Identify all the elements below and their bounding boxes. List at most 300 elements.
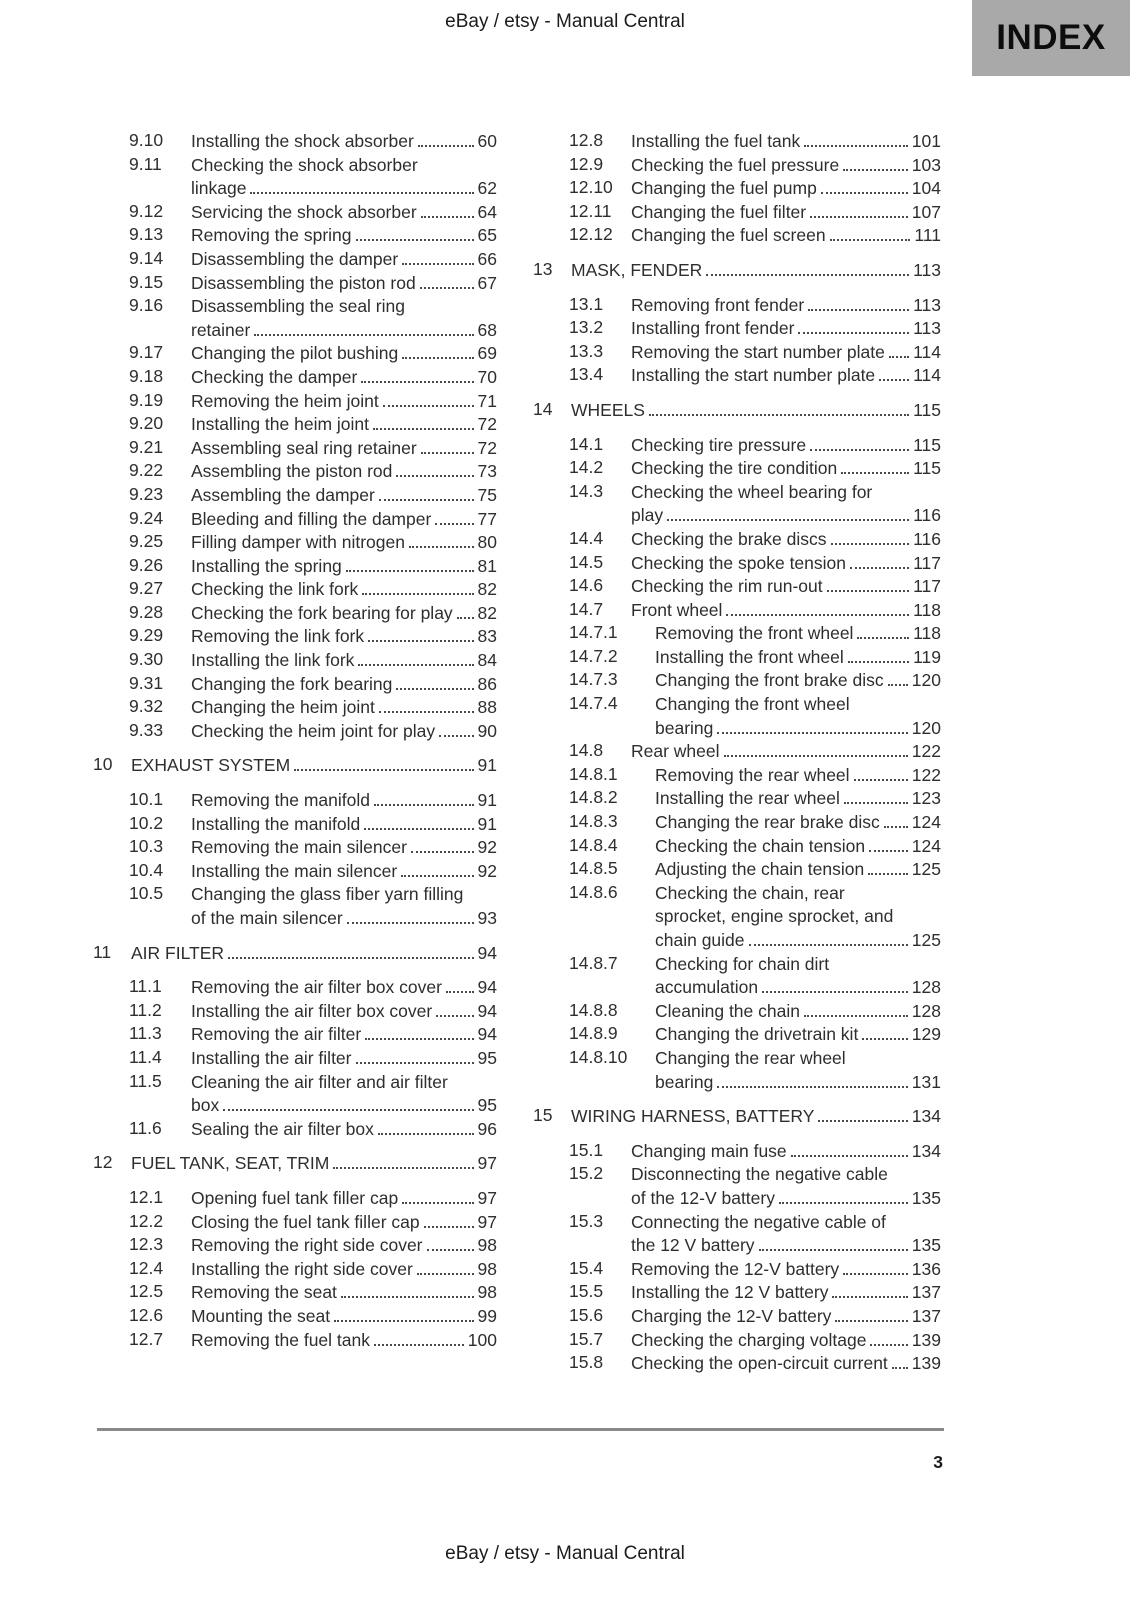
toc-entry-page: 94 xyxy=(477,1000,497,1021)
toc-entry-number: 11.2 xyxy=(129,999,162,1020)
toc-entry[interactable] xyxy=(93,1118,497,1142)
toc-entry-title: Checking the fuel pressure xyxy=(631,154,840,175)
toc-entry[interactable] xyxy=(533,130,941,154)
toc-entry-page: 119 xyxy=(913,646,941,667)
dot-leader xyxy=(717,732,907,734)
toc-entry[interactable] xyxy=(93,484,497,508)
toc-entry-title: Changing the drivetrain kit xyxy=(655,1024,859,1045)
toc-entry-title: Disassembling the seal ring xyxy=(191,296,405,317)
toc-entry-title: Installing front fender xyxy=(631,318,795,339)
toc-entry-title: Removing the rear wheel xyxy=(655,764,850,785)
dot-leader xyxy=(857,637,909,639)
toc-entry-title: Installing the start number plate xyxy=(631,365,876,386)
toc-section[interactable] xyxy=(533,399,941,423)
toc-entry[interactable] xyxy=(93,437,497,461)
dot-leader xyxy=(346,570,474,572)
toc-entry[interactable] xyxy=(93,390,497,414)
toc-entry-page: 135 xyxy=(911,1187,941,1208)
footer-divider xyxy=(97,1428,944,1431)
toc-entry-number: 11.5 xyxy=(129,1070,162,1091)
toc-entry[interactable] xyxy=(93,413,497,437)
toc-entry-title: Installing the 12 V battery xyxy=(631,1282,829,1303)
toc-entry-page: 116 xyxy=(913,528,941,549)
dot-leader xyxy=(848,661,909,663)
toc-entry[interactable] xyxy=(533,740,941,764)
toc-entry[interactable] xyxy=(533,811,941,835)
toc-entry[interactable] xyxy=(533,1000,941,1024)
dot-leader xyxy=(446,991,474,993)
toc-entry-page: 120 xyxy=(911,670,941,691)
toc-entry-page: 134 xyxy=(911,1106,941,1127)
toc-entry-number: 11 xyxy=(93,941,112,962)
toc-entry-number: 9.15 xyxy=(129,271,164,292)
toc-entry-number: 14.8.7 xyxy=(569,952,618,973)
toc-entry-number: 9.16 xyxy=(129,295,164,316)
toc-entry-title: Changing the fork bearing xyxy=(191,673,393,694)
toc-entry-number: 9.27 xyxy=(129,578,164,599)
toc-entry-number: 9.14 xyxy=(129,247,164,268)
dot-leader xyxy=(424,1226,474,1228)
toc-entry-page: 122 xyxy=(911,741,941,762)
dot-leader xyxy=(402,1202,473,1204)
toc-entry[interactable] xyxy=(93,460,497,484)
toc-entry-page: 64 xyxy=(477,201,497,222)
toc-entry-title: Filling damper with nitrogen xyxy=(191,532,405,553)
dot-leader xyxy=(831,543,910,545)
toc-entry-title: Assembling the piston rod xyxy=(191,461,393,482)
index-tab[interactable] xyxy=(972,0,1130,76)
toc-section[interactable] xyxy=(93,942,497,966)
dot-leader xyxy=(889,356,909,358)
toc-entry-page: 116 xyxy=(913,505,941,526)
toc-entry[interactable] xyxy=(533,1258,941,1282)
toc-entry-title: bearing xyxy=(655,717,714,738)
toc-entry-title: Installing the air filter box cover xyxy=(191,1000,433,1021)
toc-entry-title: Charging the 12-V battery xyxy=(631,1305,832,1326)
toc-entry-number: 12.11 xyxy=(569,200,612,221)
dot-leader xyxy=(779,1202,908,1204)
dot-leader xyxy=(421,216,474,218)
toc-entry[interactable] xyxy=(533,669,941,693)
toc-entry[interactable] xyxy=(533,882,941,953)
toc-entry-page: 131 xyxy=(911,1071,941,1092)
toc-entry-title: Disassembling the damper xyxy=(191,248,399,269)
toc-entry-title: Removing the link fork xyxy=(191,626,365,647)
toc-entry-page: 120 xyxy=(911,717,941,738)
toc-entry[interactable] xyxy=(93,625,497,649)
toc-section[interactable] xyxy=(93,1152,497,1176)
toc-entry-page: 97 xyxy=(477,1211,497,1232)
toc-entry[interactable] xyxy=(93,1047,497,1071)
toc-entry[interactable] xyxy=(93,976,497,1000)
toc-entry[interactable] xyxy=(533,201,941,225)
toc-entry-number: 9.26 xyxy=(129,554,164,575)
toc-entry-number: 14.8.2 xyxy=(569,787,618,808)
toc-entry-number: 9.20 xyxy=(129,413,164,434)
toc-entry-number: 9.29 xyxy=(129,625,164,646)
toc-entry[interactable] xyxy=(93,224,497,248)
toc-entry-page: 104 xyxy=(911,178,941,199)
toc-entry[interactable] xyxy=(93,508,497,532)
dot-leader xyxy=(411,851,474,853)
toc-entry[interactable] xyxy=(93,673,497,697)
toc-entry[interactable] xyxy=(533,1281,941,1305)
dot-leader xyxy=(436,1015,473,1017)
toc-entry[interactable] xyxy=(93,555,497,579)
dot-leader xyxy=(884,826,908,828)
toc-entry[interactable] xyxy=(533,622,941,646)
toc-entry-page: 67 xyxy=(477,272,497,293)
toc-entry-page: 128 xyxy=(911,977,941,998)
toc-entry-page: 82 xyxy=(477,579,497,600)
toc-entry-page: 72 xyxy=(477,437,497,458)
toc-entry-page: 98 xyxy=(477,1258,497,1279)
toc-entry-number: 11.4 xyxy=(129,1046,162,1067)
toc-entry[interactable] xyxy=(93,1211,497,1235)
toc-entry-title: Removing the air filter xyxy=(191,1024,362,1045)
toc-entry[interactable] xyxy=(533,1352,941,1376)
toc-entry[interactable] xyxy=(533,341,941,365)
dot-leader xyxy=(724,755,908,757)
toc-entry-page: 82 xyxy=(477,602,497,623)
toc-entry[interactable] xyxy=(93,649,497,673)
toc-entry-page: 72 xyxy=(477,414,497,435)
toc-entry[interactable] xyxy=(93,248,497,272)
toc-entry-page: 65 xyxy=(477,225,497,246)
toc-entry[interactable] xyxy=(93,860,497,884)
toc-entry[interactable] xyxy=(533,575,941,599)
dot-leader xyxy=(334,1320,473,1322)
toc-entry-title: retainer xyxy=(191,319,251,340)
dot-leader xyxy=(818,1120,907,1122)
toc-entry-title: Checking the damper xyxy=(191,366,358,387)
toc-entry-number: 15.7 xyxy=(569,1328,604,1349)
toc-entry[interactable] xyxy=(93,883,497,930)
dot-leader xyxy=(361,381,473,383)
toc-entry-number: 14 xyxy=(533,398,553,419)
toc-entry-title: box xyxy=(191,1095,220,1116)
toc-entry-number: 14.7 xyxy=(569,598,604,619)
dot-leader xyxy=(832,1296,907,1298)
toc-entry-page: 84 xyxy=(477,650,497,671)
toc-entry-number: 13.1 xyxy=(569,293,604,314)
dot-leader xyxy=(402,263,473,265)
toc-entry[interactable] xyxy=(93,1000,497,1024)
toc-entry-number: 9.25 xyxy=(129,531,164,552)
toc-entry-title: play xyxy=(631,505,664,526)
dot-leader xyxy=(667,519,909,521)
toc-entry-title: sprocket, engine sprocket, and xyxy=(655,906,894,927)
toc-entry-page: 92 xyxy=(477,860,497,881)
toc-entry-number: 15.6 xyxy=(569,1304,604,1325)
toc-entry[interactable] xyxy=(93,696,497,720)
dot-leader xyxy=(835,1320,907,1322)
toc-entry-number: 15.8 xyxy=(569,1352,604,1373)
dot-leader xyxy=(374,1344,464,1346)
toc-entry-title: Checking the shock absorber xyxy=(191,154,418,175)
dot-leader xyxy=(841,472,909,474)
dot-leader xyxy=(804,145,908,147)
toc-entry-title: Installing the rear wheel xyxy=(655,788,840,809)
toc-entry-number: 12 xyxy=(93,1152,113,1173)
toc-entry[interactable] xyxy=(533,154,941,178)
toc-entry-title: Installing the manifold xyxy=(191,813,361,834)
dot-leader xyxy=(427,1249,474,1251)
toc-entry-number: 15 xyxy=(533,1105,553,1126)
toc-entry[interactable] xyxy=(93,272,497,296)
toc-entry-number: 12.10 xyxy=(569,177,613,198)
toc-entry-title: Checking the brake discs xyxy=(631,528,827,549)
toc-entry-title: Front wheel xyxy=(631,599,723,620)
toc-entry[interactable] xyxy=(93,1329,497,1353)
toc-entry-number: 14.8.4 xyxy=(569,834,618,855)
toc-entry-title: Changing the fuel screen xyxy=(631,225,826,246)
toc-entry[interactable] xyxy=(533,1211,941,1258)
toc-entry[interactable] xyxy=(93,1305,497,1329)
toc-entry-number: 9.32 xyxy=(129,696,164,717)
toc-section[interactable] xyxy=(533,1105,941,1129)
toc-entry[interactable] xyxy=(93,130,497,154)
toc-entry-title: Installing the heim joint xyxy=(191,414,370,435)
toc-entry[interactable] xyxy=(533,764,941,788)
toc-entry[interactable] xyxy=(93,201,497,225)
toc-entry-page: 97 xyxy=(477,1187,497,1208)
toc-entry-page: 115 xyxy=(913,458,941,479)
toc-entry-page: 94 xyxy=(477,1024,497,1045)
toc-entry-number: 14.6 xyxy=(569,575,604,596)
dot-leader xyxy=(356,239,474,241)
toc-entry-number: 14.8.6 xyxy=(569,881,618,902)
toc-column-right xyxy=(533,130,941,1376)
toc-entry[interactable] xyxy=(93,836,497,860)
header-title: eBay / etsy - Manual Central xyxy=(445,11,685,32)
toc-entry[interactable] xyxy=(93,1258,497,1282)
toc-entry-page: 137 xyxy=(911,1282,941,1303)
dot-leader xyxy=(804,1015,908,1017)
toc-entry-number: 9.23 xyxy=(129,483,164,504)
toc-entry-title: bearing xyxy=(655,1071,714,1092)
toc-entry-title: Changing the rear brake disc xyxy=(655,812,880,833)
toc-entry-page: 93 xyxy=(477,908,497,928)
dot-leader xyxy=(333,1167,473,1169)
toc-entry-number: 14.5 xyxy=(569,551,604,572)
toc-entry-title: chain guide xyxy=(655,930,745,950)
toc-entry-title: Installing the front wheel xyxy=(655,646,844,667)
toc-entry-number: 12.4 xyxy=(129,1257,164,1278)
toc-entry[interactable] xyxy=(533,835,941,859)
toc-entry-title: Checking the fork bearing for play xyxy=(191,602,453,623)
toc-entry-title: Checking the wheel bearing for xyxy=(631,481,873,502)
toc-entry-page: 70 xyxy=(477,366,497,387)
toc-entry-page: 124 xyxy=(911,835,941,856)
dot-leader xyxy=(870,1344,907,1346)
toc-entry[interactable] xyxy=(533,858,941,882)
toc-entry-title: accumulation xyxy=(655,977,759,998)
toc-entry-title: Installing the spring xyxy=(191,555,342,576)
toc-entry-page: 129 xyxy=(911,1024,941,1045)
dot-leader xyxy=(223,1109,473,1111)
dot-leader xyxy=(892,1367,908,1369)
toc-entry-title: Bleeding and filling the damper xyxy=(191,508,432,529)
toc-entry[interactable] xyxy=(93,1071,497,1118)
toc-entry[interactable] xyxy=(93,720,497,744)
dot-leader xyxy=(868,873,908,875)
toc-entry-number: 9.10 xyxy=(129,130,164,150)
dot-leader xyxy=(843,169,908,171)
dot-leader xyxy=(341,1296,474,1298)
toc-entry-number: 15.5 xyxy=(569,1281,604,1302)
toc-entry-page: 60 xyxy=(477,131,497,151)
toc-entry-number: 11.1 xyxy=(129,976,162,997)
toc-entry[interactable] xyxy=(533,1023,941,1047)
toc-entry[interactable] xyxy=(533,1140,941,1164)
toc-entry[interactable] xyxy=(533,1163,941,1210)
toc-entry-number: 15.1 xyxy=(569,1139,604,1160)
toc-entry[interactable] xyxy=(533,953,941,1000)
toc-entry-title: Checking the chain, rear xyxy=(655,882,845,903)
toc-entry-number: 10.5 xyxy=(129,883,164,904)
dot-leader xyxy=(250,192,473,194)
toc-entry-page: 139 xyxy=(911,1329,941,1350)
toc-entry-title: Disassembling the piston rod xyxy=(191,272,416,293)
toc-entry-page: 75 xyxy=(477,484,497,505)
index-tab-label: INDEX xyxy=(996,18,1106,57)
toc-entry-page: 128 xyxy=(911,1000,941,1021)
toc-entry-page: 92 xyxy=(477,837,497,858)
toc-entry[interactable] xyxy=(93,295,497,342)
toc-entry[interactable] xyxy=(93,154,497,201)
toc-entry-title: Assembling seal ring retainer xyxy=(191,437,417,458)
toc-entry-title: Removing the manifold xyxy=(191,790,370,811)
toc-entry-page: 98 xyxy=(477,1282,497,1303)
dot-leader xyxy=(364,828,473,830)
toc-entry-page: 90 xyxy=(477,720,497,741)
toc-entry-page: 118 xyxy=(913,623,941,644)
toc-entry[interactable] xyxy=(533,1329,941,1353)
toc-entry[interactable] xyxy=(93,1281,497,1305)
toc-entry-title: Changing the fuel pump xyxy=(631,178,817,199)
toc-entry-number: 11.3 xyxy=(129,1023,162,1044)
toc-entry[interactable] xyxy=(93,1023,497,1047)
toc-entry-page: 81 xyxy=(477,555,497,576)
toc-entry[interactable] xyxy=(533,646,941,670)
dot-leader xyxy=(759,1249,908,1251)
dot-leader xyxy=(396,475,473,477)
toc-entry-number: 14.8.8 xyxy=(569,999,618,1020)
toc-entry[interactable] xyxy=(93,1234,497,1258)
dot-leader xyxy=(649,414,909,416)
toc-entry[interactable] xyxy=(93,578,497,602)
toc-entry-title: Assembling the damper xyxy=(191,484,375,505)
toc-entry[interactable] xyxy=(533,317,941,341)
dot-leader xyxy=(383,405,474,407)
toc-column-left xyxy=(93,130,497,1352)
toc-entry[interactable] xyxy=(533,177,941,201)
toc-entry-number: 12.8 xyxy=(569,130,604,150)
toc-entry-number: 10.2 xyxy=(129,812,164,833)
toc-entry-title: Checking the heim joint for play xyxy=(191,720,436,741)
toc-entry[interactable] xyxy=(533,599,941,623)
toc-entry[interactable] xyxy=(533,457,941,481)
toc-entry-title: Closing the fuel tank filler cap xyxy=(191,1211,420,1232)
dot-leader xyxy=(294,769,473,771)
toc-entry-page: 107 xyxy=(911,201,941,222)
toc-entry-title: Removing the heim joint xyxy=(191,390,379,411)
toc-entry[interactable] xyxy=(533,693,941,740)
toc-entry-number: 9.13 xyxy=(129,224,164,245)
toc-entry-title: Changing the rear wheel xyxy=(655,1047,846,1068)
toc-entry[interactable] xyxy=(533,1305,941,1329)
toc-entry[interactable] xyxy=(93,813,497,837)
toc-entry-number: 13.3 xyxy=(569,340,604,361)
toc-entry[interactable] xyxy=(93,366,497,390)
toc-entry[interactable] xyxy=(93,602,497,626)
toc-entry-page: 135 xyxy=(911,1235,941,1256)
toc-entry-title: Connecting the negative cable of xyxy=(631,1211,886,1232)
toc-entry[interactable] xyxy=(533,1047,941,1094)
toc-entry-title: the 12 V battery xyxy=(631,1235,755,1256)
toc-entry[interactable] xyxy=(533,294,941,318)
toc-entry[interactable] xyxy=(93,789,497,813)
toc-entry-number: 12.9 xyxy=(569,153,604,174)
toc-entry-title: Adjusting the chain tension xyxy=(655,859,865,880)
toc-entry[interactable] xyxy=(93,1187,497,1211)
dot-leader xyxy=(356,1062,474,1064)
toc-entry-number: 15.2 xyxy=(569,1163,604,1184)
toc-entry-number: 12.5 xyxy=(129,1281,164,1302)
toc-entry[interactable] xyxy=(533,224,941,248)
dot-leader xyxy=(844,802,908,804)
toc-entry[interactable] xyxy=(93,531,497,555)
toc-entry-title: Changing the front wheel xyxy=(655,694,850,715)
dot-leader xyxy=(374,804,474,806)
toc-entry[interactable] xyxy=(533,434,941,458)
toc-entry-title: Removing front fender xyxy=(631,294,805,315)
dot-leader xyxy=(798,332,909,334)
toc-entry-page: 125 xyxy=(911,859,941,880)
toc-entry-number: 12.1 xyxy=(129,1186,164,1207)
toc-entry[interactable] xyxy=(533,552,941,576)
toc-entry-page: 95 xyxy=(477,1095,497,1116)
dot-leader xyxy=(808,309,909,311)
toc-entry-title: Removing the air filter box cover xyxy=(191,977,442,998)
toc-entry-title: Removing the fuel tank xyxy=(191,1329,370,1350)
toc-entry-page: 96 xyxy=(477,1118,497,1139)
toc-entry-title: Checking the spoke tension xyxy=(631,552,846,573)
toc-entry-title: WHEELS xyxy=(571,399,645,420)
toc-entry-title: Removing the spring xyxy=(191,225,352,246)
toc-entry-page: 124 xyxy=(911,812,941,833)
toc-entry[interactable] xyxy=(533,787,941,811)
toc-entry-title: Checking tire pressure xyxy=(631,434,807,455)
toc-entry-number: 12.12 xyxy=(569,224,613,245)
toc-entry[interactable] xyxy=(533,481,941,528)
toc-entry[interactable] xyxy=(533,528,941,552)
toc-entry-page: 73 xyxy=(477,461,497,482)
toc-entry[interactable] xyxy=(533,364,941,388)
toc-entry-page: 115 xyxy=(913,434,941,455)
dot-leader xyxy=(362,593,473,595)
toc-section[interactable] xyxy=(93,754,497,778)
toc-entry-title: Changing the pilot bushing xyxy=(191,343,399,364)
dot-leader xyxy=(379,499,474,501)
toc-entry-title: Rear wheel xyxy=(631,741,720,762)
toc-entry[interactable] xyxy=(93,342,497,366)
toc-section[interactable] xyxy=(533,259,941,283)
toc-entry-page: 113 xyxy=(913,259,941,280)
dot-leader xyxy=(717,1086,907,1088)
dot-leader xyxy=(401,875,473,877)
